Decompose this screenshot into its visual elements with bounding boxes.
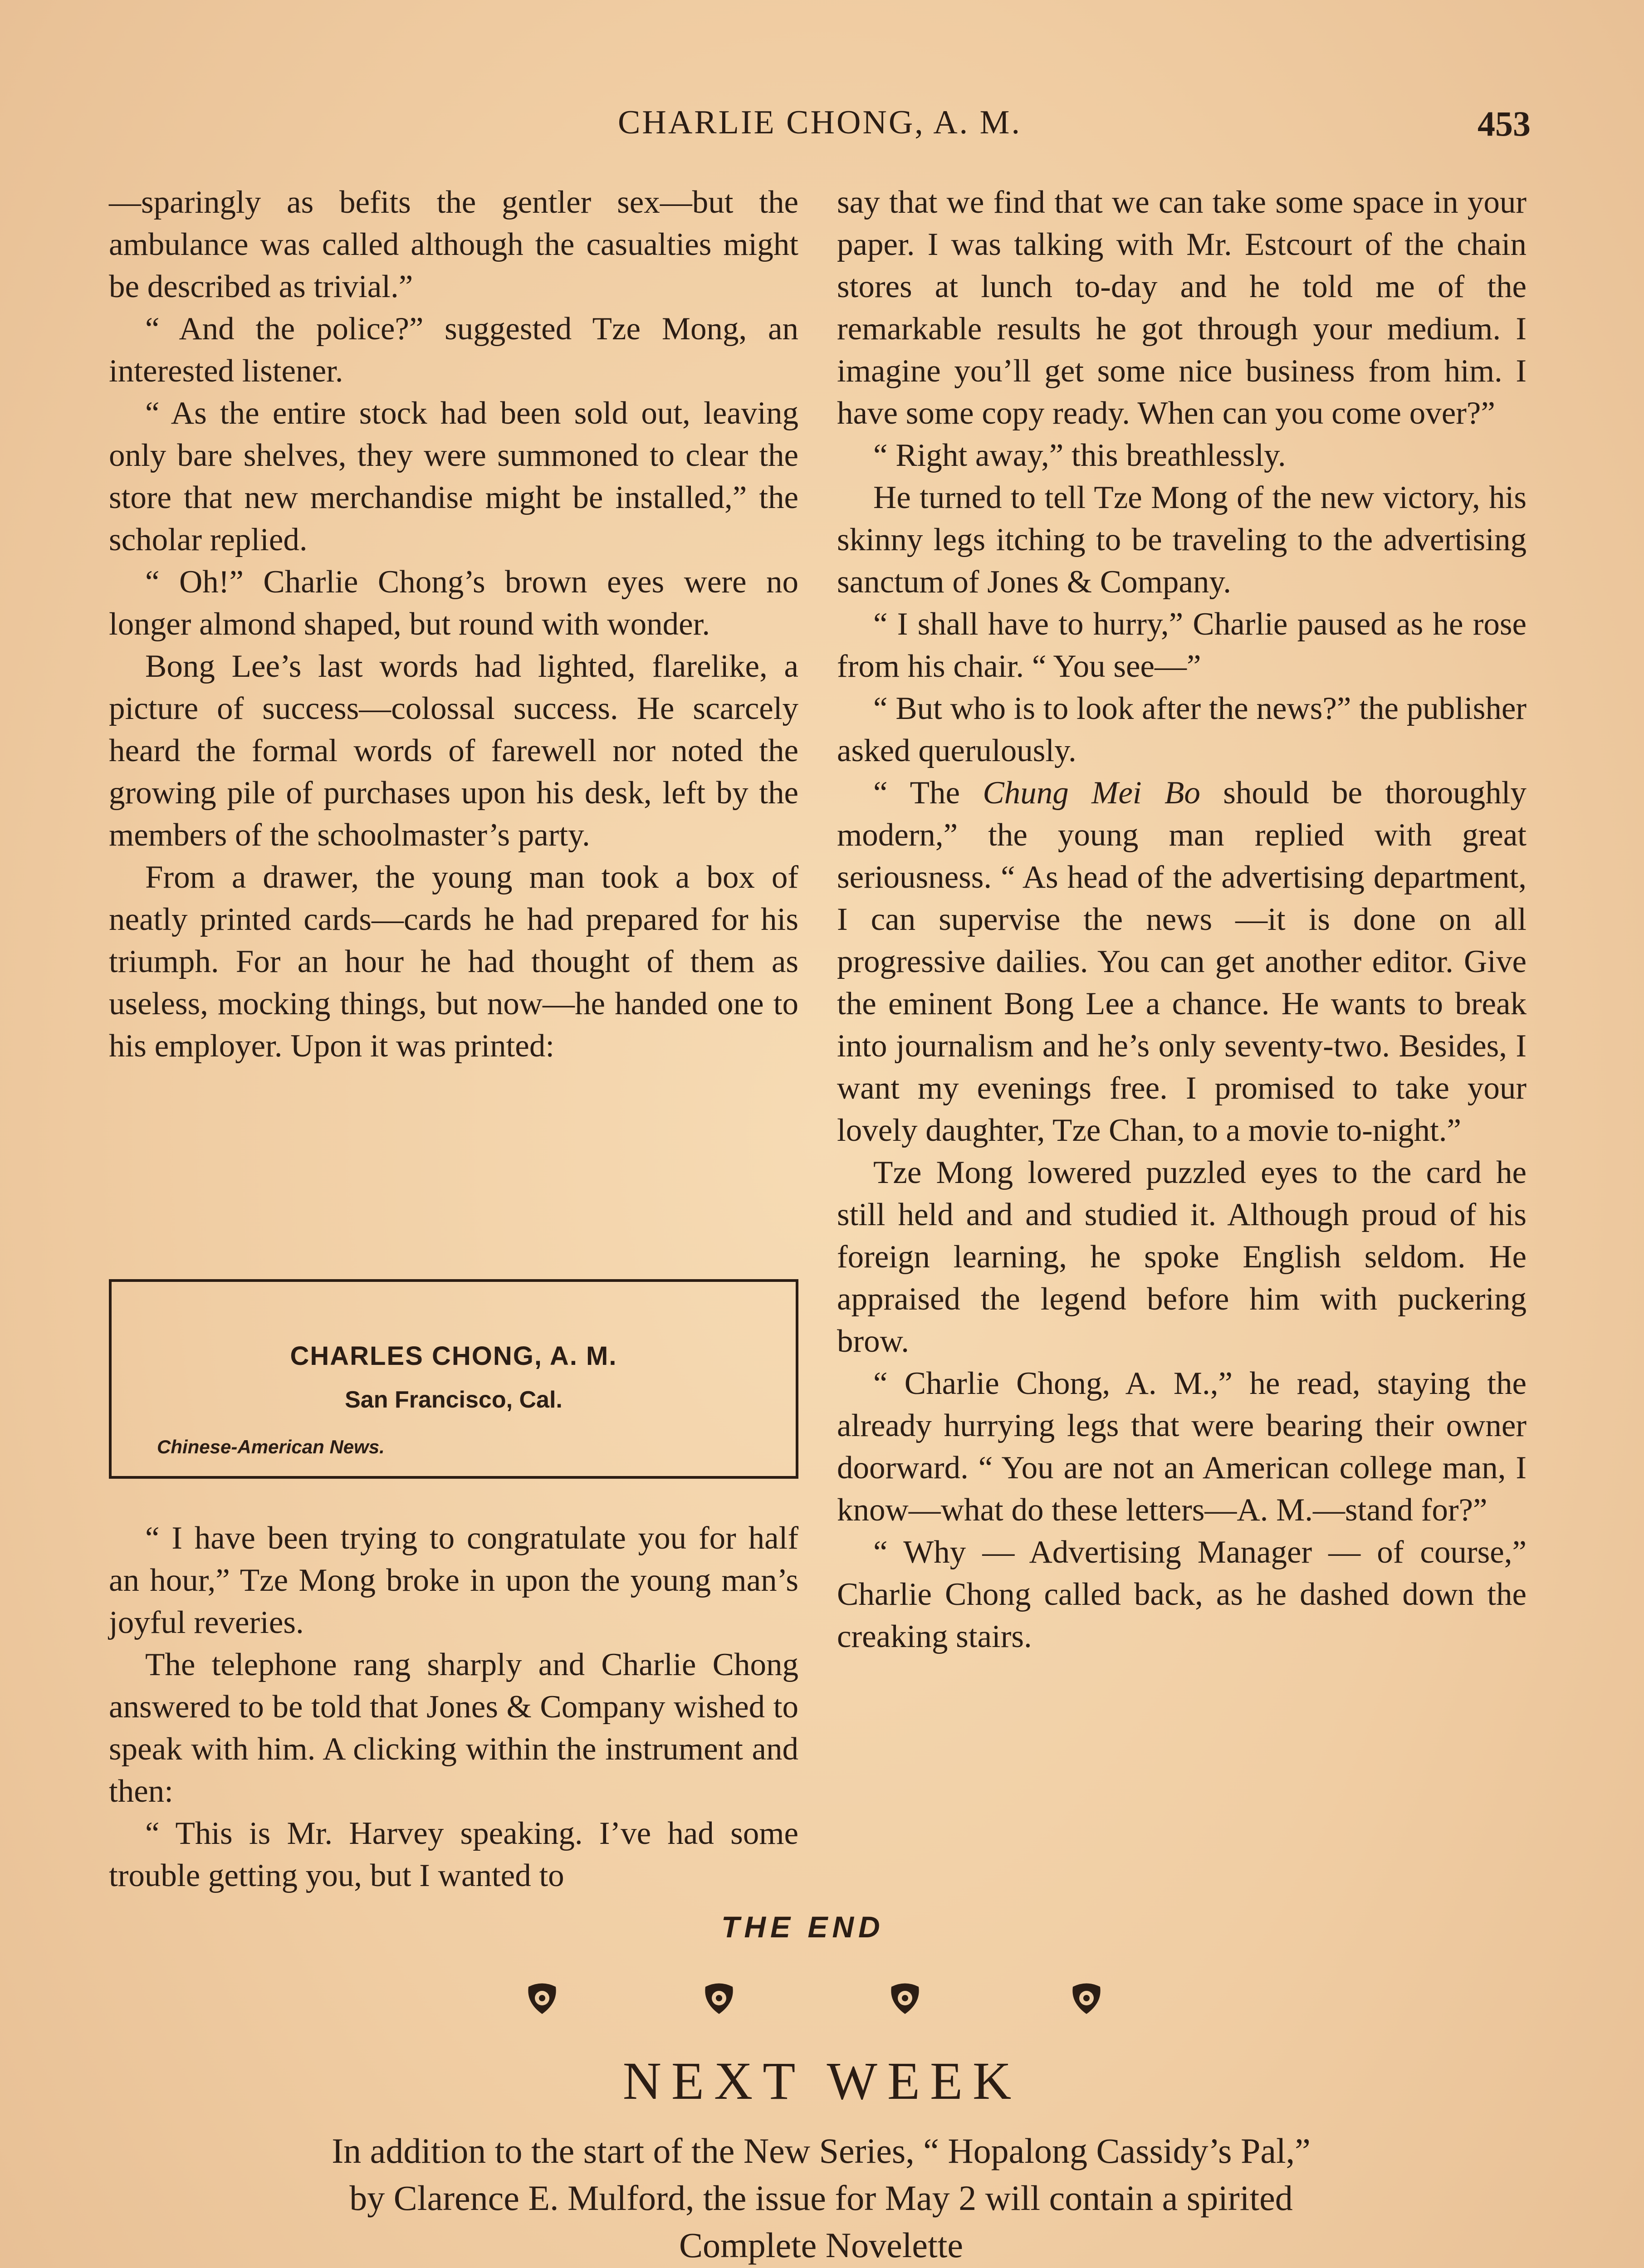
paragraph: “ Why — Advertising Manager — of course,” Charlie Chong called back, as he dashed down the creaking stairs. [837,1535,1527,1654]
the-end-label: THE END [721,1910,885,1944]
next-week-announcement [181,2127,1461,2268]
page-header [109,103,1531,153]
paragraph: Tze Mong lowered puzzled eyes to the card he still held and and studied it. Although proud of his foreign learning, he spoke English seldom. He appraised the legend before him with puckering brow. [837,1155,1527,1359]
paragraph: “ Oh!” Charlie Chong’s brown eyes were no longer almond shaped, but round with wonder. [109,564,798,642]
paragraph: say that we find that we can take some space in your paper. I was talking with Mr. Estcourt of the chain stores at lunch to-day and he told me of the remarkable results he got through your medium. I imagine you’ll get some nice business from him. I have some copy ready. When can you come over?” [837,185,1527,431]
paragraph: “ And the police?” suggested Tze Mong, an interested listener. [109,311,798,389]
business-card [109,1279,798,1479]
paragraph: “ I have been trying to congratulate you for half an hour,” Tze Mong broke in upon the young man’s joyful reveries. [109,1520,798,1640]
next-week-heading: NEXT WEEK [622,2051,1022,2111]
paragraph: From a drawer, the young man took a box of neatly printed cards—cards he had prepared for his triumph. For an hour he had thought of them as useless, mocking things, but now—he handed one to his employer. Upon it was printed: [109,860,798,1064]
card-newspaper: Chinese-American News. [157,1436,385,1457]
text-run: “ The [873,775,983,811]
floral-ornament-icon [699,1978,739,2019]
paragraph: “ But who is to look after the news?” the publisher asked querulously. [837,691,1527,768]
paragraph: He turned to tell Tze Mong of the new victory, his skinny legs itching to be traveling to the advertising sanctum of Jones & Company. [837,480,1527,600]
paragraph: Bong Lee’s last words had lighted, flarelike, a picture of success—colossal success. He scarcely heard the formal words of farewell nor noted the growing pile of purchases upon his desk, left by the members of the schoolmaster’s party. [109,649,798,853]
paragraph: —sparingly as befits the gentler sex—but the ambulance was called although the casualties might be described as trivial.” [109,185,798,304]
right-column [837,181,1527,1658]
ornament-row [522,1978,1157,2019]
announce-line: Complete Novelette [679,2225,963,2265]
paragraph: The telephone rang sharply and Charlie Chong answered to be told that Jones & Company wished to speak with him. A clicking within the instrument and then: [109,1647,798,1809]
paragraph: “ Charlie Chong, A. M.,” he read, staying the already hurrying legs that were bearing their owner doorward. “ You are not an American college man, I know—what do these letters—A. M.—stand for?” [837,1366,1527,1528]
running-title: CHARLIE CHONG, A. M. [618,104,1022,141]
floral-ornament-icon [522,1978,563,2019]
card-location: San Francisco, Cal. [345,1387,563,1413]
text-run: should be thoroughly modern,” the young man replied with great seriousness. “ As head of the advertising department, I can supervise the news —it is done on all progressive dailies. You can get another editor. Give the eminent Bong Lee a chance. He wants to break into journalism and he’s only seventy-two. Besides, I want my evenings free. I promised to take your lovely daughter, Tze Chan, to a movie to-night.” [837,775,1527,1148]
paragraph: “ As the entire stock had been sold out, leaving only bare shelves, they were summoned to clear the store that new merchandise might be installed,” the scholar replied. [109,396,798,557]
paragraph: “ Right away,” this breathlessly. [873,438,1286,473]
paragraph: “ I shall have to hurry,” Charlie paused as he rose from his chair. “ You see—” [837,606,1527,684]
announce-line: In addition to the start of the New Series, “ Hopalong Cassidy’s Pal,” [332,2131,1311,2170]
floral-ornament-icon [1066,1978,1107,2019]
left-column-lower [109,1517,798,1897]
page-number: 453 [1478,104,1531,143]
left-column [109,181,798,1067]
card-name: CHARLES CHONG, A. M. [290,1341,617,1371]
paragraph [837,772,1527,1152]
announce-line: by Clarence E. Mulford, the issue for May 2 will contain a spirited [349,2178,1293,2218]
floral-ornament-icon [885,1978,925,2019]
paragraph: “ This is Mr. Harvey speaking. I’ve had some trouble getting you, but I wanted to [109,1816,798,1893]
newspaper-title: Chung Mei Bo [983,775,1200,811]
